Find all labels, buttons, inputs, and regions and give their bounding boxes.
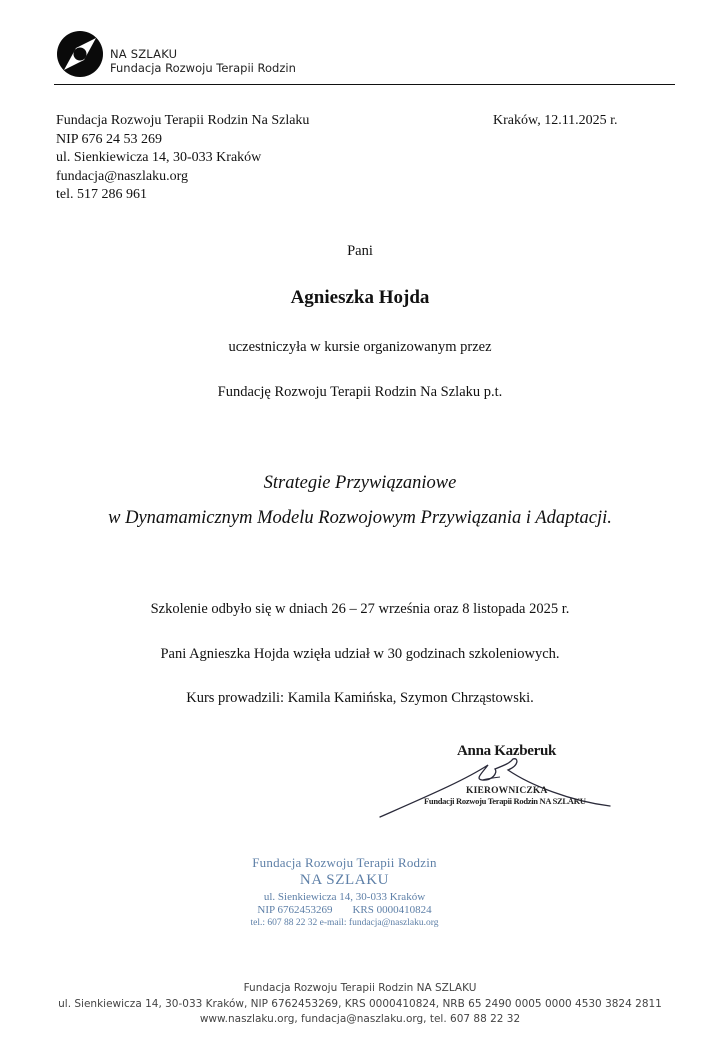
compass-icon (56, 30, 104, 78)
sender-email: fundacja@naszlaku.org (56, 168, 188, 184)
course-title-line-1: Strategie Przywiązaniowe (263, 473, 457, 493)
recipient-name: Agnieszka Hojda (290, 287, 430, 308)
letter-date: Kraków, 12.11.2025 r. (493, 113, 618, 128)
letterhead (56, 30, 676, 80)
sender-street: ul. Sienkiewicza 14, 30-033 Kraków (56, 150, 262, 165)
signature-block (370, 735, 620, 825)
brand-subtitle: Fundacja Rozwoju Terapii Rodzin (110, 61, 296, 75)
header-divider (54, 84, 675, 85)
stamp-address: ul. Sienkiewicza 14, 30-033 Kraków (263, 891, 426, 903)
organizer-text: Fundację Rozwoju Terapii Rodzin Na Szlaku p.t. (217, 384, 503, 400)
stamp-line-1: Fundacja Rozwoju Terapii Rodzin (252, 855, 437, 870)
training-hours: Pani Agnieszka Hojda wzięła udział w 30 godzinach szkoleniowych. (160, 646, 560, 662)
instructors: Kurs prowadzili: Kamila Kamińska, Szymon Chrząstowski. (186, 690, 534, 706)
sender-address-block (56, 112, 309, 205)
participation-text: uczestniczyła w kursie organizowanym przez (228, 339, 492, 355)
course-title-line-2: w Dynamamicznym Modelu Rozwojowym Przywiązania i Adaptacji. (108, 508, 612, 528)
footer-line-1: Fundacja Rozwoju Terapii Rodzin NA SZLAKU (243, 982, 477, 994)
sender-name: Fundacja Rozwoju Terapii Rodzin Na Szlaku (56, 113, 310, 128)
sender-nip: NIP 676 24 53 269 (56, 131, 163, 147)
brand-title: NA SZLAKU (110, 47, 178, 61)
brand-name (110, 47, 296, 75)
training-dates: Szkolenie odbyło się w dniach 26 – 27 września oraz 8 listopada 2025 r. (150, 601, 570, 617)
stamp-krs: KRS 0000410824 (352, 904, 432, 916)
signatory-role: KIEROWNICZKA (466, 786, 548, 796)
footer-line-2: ul. Sienkiewicza 14, 30-033 Kraków, NIP 6762453269, KRS 0000410824, NRB 65 2490 0005 0000 4530 3824 2811 (58, 997, 662, 1010)
signatory-name: Anna Kazberuk (457, 743, 557, 759)
stamp-contact: tel.: 607 88 22 32 e-mail: fundacja@naszlaku.org (250, 918, 439, 928)
organization-stamp (232, 855, 457, 928)
stamp-registration (232, 904, 457, 916)
stamp-line-2: NA SZLAKU (299, 872, 390, 888)
salutation: Pani (347, 243, 373, 259)
signatory-organization: Fundacji Rozwoju Terapii Rodzin NA SZLAKU (424, 796, 586, 806)
page-footer (0, 981, 720, 1028)
sender-phone: tel. 517 286 961 (56, 187, 147, 202)
footer-line-3: www.naszlaku.org, fundacja@naszlaku.org, tel. 607 88 22 32 (199, 1013, 521, 1025)
stamp-nip: NIP 6762453269 (257, 904, 333, 916)
